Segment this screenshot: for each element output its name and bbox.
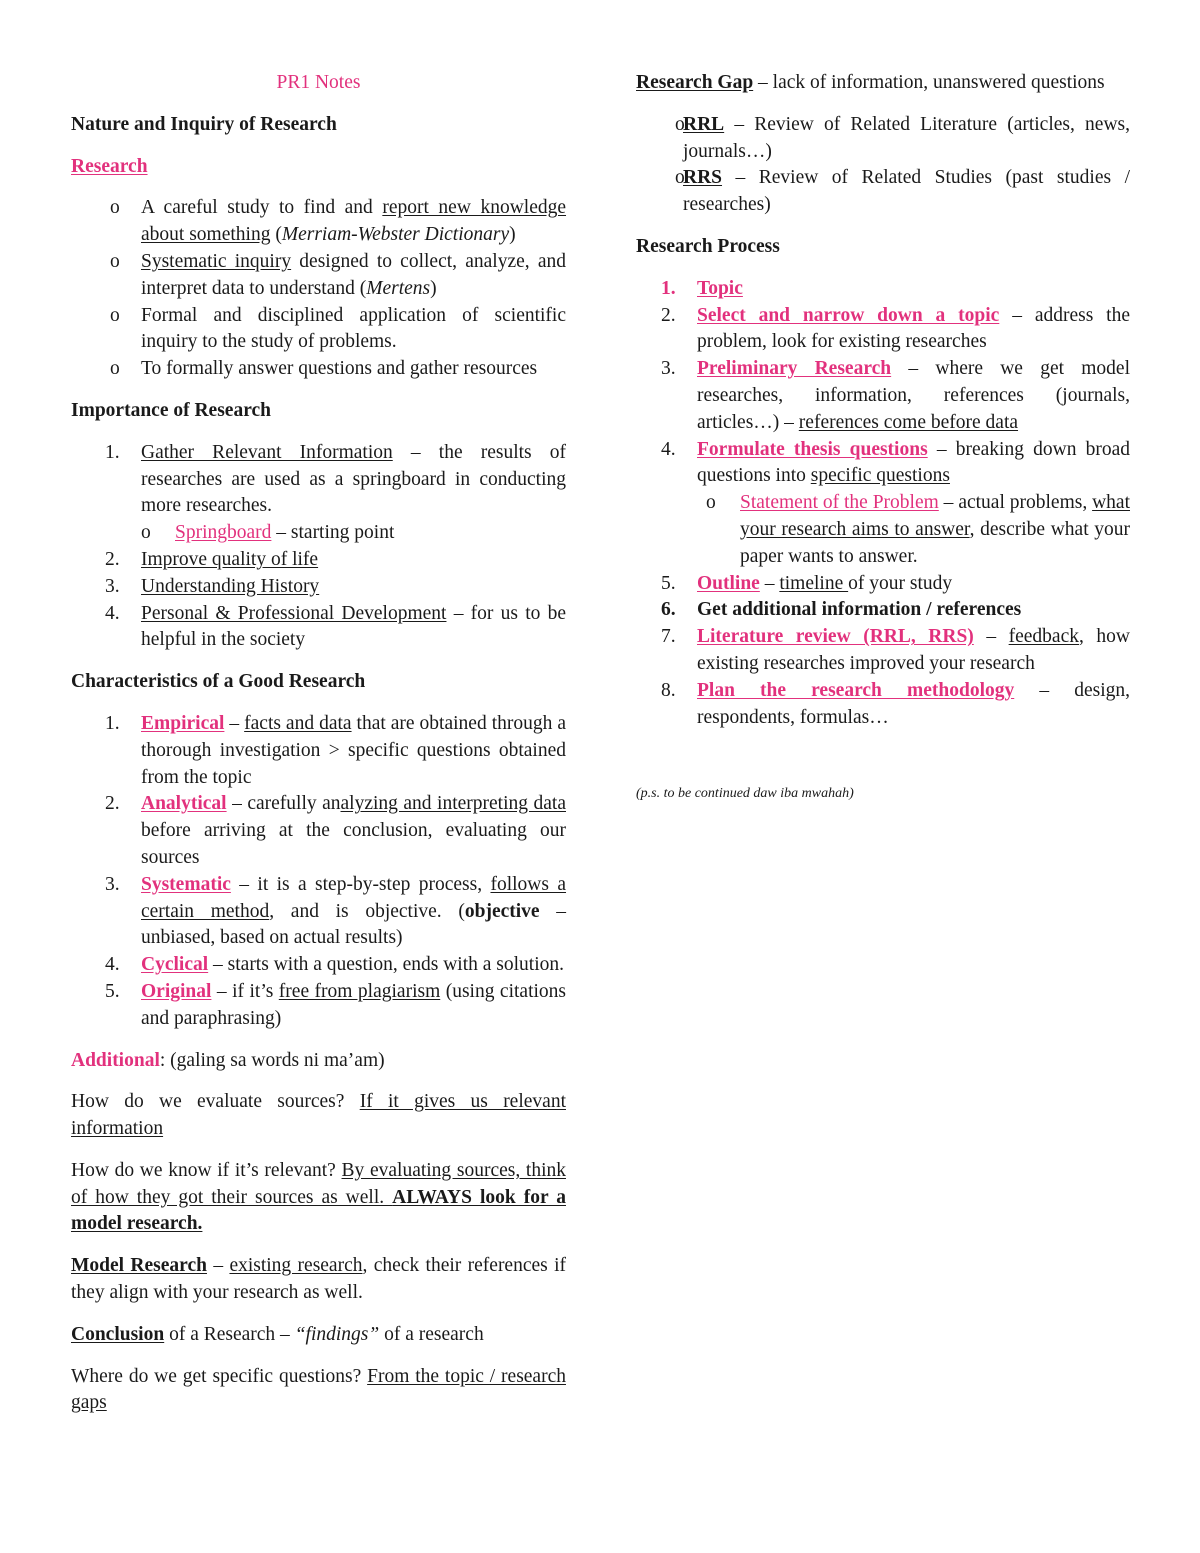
list-item: 6. Get additional information / references — [661, 599, 1022, 621]
sub-list — [706, 490, 1130, 570]
list-item: 5. Outline – timeline of your study — [661, 572, 953, 594]
list-item: 1. Gather Relevant Information – the results of researches are used as a springboard in conducting more researches. o Springboard – starting point — [71, 440, 566, 547]
list-item: o To formally answer questions and gather resources — [71, 356, 566, 383]
research-gap-note: Research Gap – lack of information, unanswered questions — [636, 72, 1105, 93]
specific-questions-note: Where do we get specific questions? From the topic / research gaps — [71, 1365, 566, 1414]
list-item: 2. Analytical – carefully analyzing and interpreting data before arriving at the conclusion, evaluating our sources — [105, 793, 566, 868]
list-item: 4. Cyclical – starts with a question, ends with a solution. — [105, 954, 565, 976]
list-item: 1. Topic — [661, 277, 743, 299]
list-item: 2. Improve quality of life — [105, 548, 319, 570]
importance-list — [71, 440, 566, 654]
research-definitions — [71, 195, 566, 383]
list-item: o Formal and disciplined application of scientific inquiry to the study of problems. — [71, 303, 566, 357]
list-item: o A careful study to find and report new knowledge about something (Merriam-Webster Dictionary) — [71, 195, 566, 249]
research-heading: Research — [71, 155, 148, 177]
page-title: PR1 Notes — [276, 72, 361, 93]
list-item: 1. Empirical – facts and data that are obtained through a thorough investigation > specific questions obtained from the topic — [105, 712, 566, 788]
list-item: o Springboard – starting point — [141, 520, 566, 547]
additional-note: Additional: (galing sa words ni ma’am) — [71, 1049, 385, 1071]
list-item: 3. Systematic – it is a step-by-step process, follows a certain method, and is objective. (objective – unbiased, based on actual results) — [105, 873, 567, 949]
sub-list — [141, 520, 566, 547]
list-item: o Statement of the Problem – actual problems, what your research aims to answer, describe what your paper wants to answer. — [706, 490, 1130, 570]
postscript-note: (p.s. to be continued daw iba mwahah) — [636, 786, 854, 802]
conclusion-note: Conclusion of a Research – “findings” of a research — [71, 1323, 484, 1345]
research-process-list — [636, 276, 1130, 732]
research-process-heading: Research Process — [636, 235, 780, 257]
characteristics-heading: Characteristics of a Good Research — [71, 671, 366, 693]
list-item: o RRS – Review of Related Studies (past studies / researches) — [636, 165, 1130, 219]
list-item: 5. Original – if it’s free from plagiarism (using citations and paraphrasing) — [105, 980, 566, 1029]
gap-sources-list — [636, 112, 1130, 219]
importance-heading: Importance of Research — [71, 399, 272, 421]
list-item: 4. Formulate thesis questions – breaking down broad questions into specific questions o Statement of the Problem – actual problems, what your research aims to answer, describe what your paper wants to answer. — [636, 437, 1130, 571]
list-item: 7. Literature review (RRL, RRS) – feedback, how existing researches improved your research — [661, 626, 1130, 674]
list-item: 3. Understanding History — [105, 575, 320, 597]
left-column — [71, 70, 566, 1432]
section-heading-nature: Nature and Inquiry of Research — [71, 113, 337, 135]
evaluate-sources-question: How do we evaluate sources? If it gives us relevant information — [71, 1091, 566, 1140]
model-research-note: Model Research – existing research, check their references if they align with your research as well. — [71, 1255, 567, 1304]
list-item: 2. Select and narrow down a topic – address the problem, look for existing researches — [661, 304, 1130, 353]
list-item: 8. Plan the research methodology – design, respondents, formulas… — [661, 679, 1130, 728]
characteristics-list — [71, 711, 566, 1033]
relevance-question: How do we know if it’s relevant? By evaluating sources, think of how they got their sources as well. ALWAYS look for a model research. — [71, 1159, 566, 1235]
right-column — [636, 70, 1130, 808]
list-item: o Systematic inquiry designed to collect, analyze, and interpret data to understand (Mertens) — [71, 249, 566, 303]
list-item: o RRL – Review of Related Literature (articles, news, journals…) — [636, 112, 1130, 166]
list-item: 4. Personal & Professional Development – for us to be helpful in the society — [105, 602, 567, 651]
list-item: 3. Preliminary Research – where we get model researches, information, references (journals, articles…) – references come before data — [661, 358, 1130, 433]
